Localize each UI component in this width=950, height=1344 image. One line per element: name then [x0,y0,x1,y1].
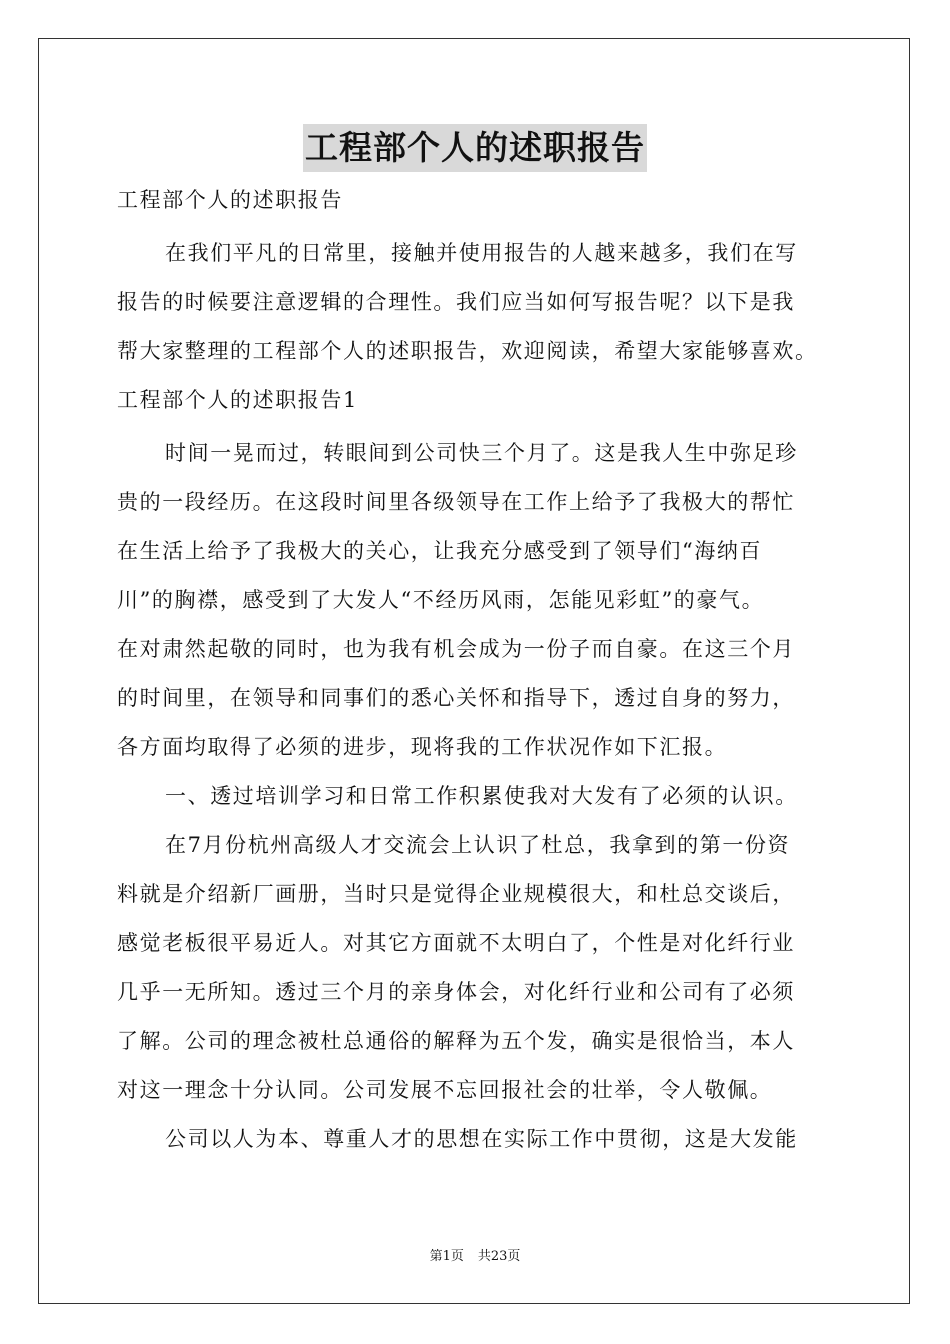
paragraph-line: 了解。公司的理念被杜总通俗的解释为五个发，确实是很恰当，本人 [117,1029,795,1053]
paragraph-line: 帮大家整理的工程部个人的述职报告，欢迎阅读，希望大家能够喜欢。 [117,339,818,363]
paragraph-line: 时间一晃而过，转眼间到公司快三个月了。这是我人生中弥足珍 [165,441,798,465]
document-body [117,176,837,1164]
paragraph-line: 在生活上给予了我极大的关心，让我充分感受到了领导们“海纳百 [117,539,763,563]
paragraph-line: 在7月份杭州高级人才交流会上认识了杜总，我拿到的第一份资 [165,833,791,857]
paragraph-line: 贵的一段经历。在这段时间里各级领导在工作上给予了我极大的帮忙 [117,490,795,514]
page-footer [0,1248,950,1266]
paragraph-line: 几乎一无所知。透过三个月的亲身体会，对化纤行业和公司有了必须 [117,980,795,1004]
paragraph-line: 料就是介绍新厂画册，当时只是觉得企业规模很大，和杜总交谈后， [117,882,795,906]
paragraph-line: 感觉老板很平易近人。对其它方面就不太明白了，个性是对化纤行业 [117,931,795,955]
paragraph-line: 在对肃然起敬的同时，也为我有机会成为一份子而自豪。在这三个月 [117,637,795,661]
paragraph-line: 公司以人为本、尊重人才的思想在实际工作中贯彻，这是大发能 [165,1127,798,1151]
paragraph-line: 一、透过培训学习和日常工作积累使我对大发有了必须的认识。 [165,784,798,808]
page-total: 共23页 [477,1249,521,1264]
document-title: 工程部个人的述职报告 [303,124,647,172]
paragraph-line: 报告的时候要注意逻辑的合理性。我们应当如何写报告呢？以下是我 [117,290,795,314]
title-container [0,124,950,172]
page-number: 第1页 [429,1249,464,1264]
paragraph-line: 对这一理念十分认同。公司发展不忘回报社会的壮举，令人敬佩。 [117,1078,773,1102]
paragraph-line: 川”的胸襟，感受到了大发人“不经历风雨，怎能见彩虹”的豪气。 [117,588,765,612]
paragraph-line: 各方面均取得了必须的进步，现将我的工作状况作如下汇报。 [117,735,728,759]
section-heading: 工程部个人的述职报告1 [117,388,358,412]
subtitle-line: 工程部个人的述职报告 [117,188,343,212]
paragraph-line: 的时间里，在领导和同事们的悉心关怀和指导下，透过自身的努力， [117,686,795,710]
paragraph-line: 在我们平凡的日常里，接触并使用报告的人越来越多，我们在写 [165,241,798,265]
